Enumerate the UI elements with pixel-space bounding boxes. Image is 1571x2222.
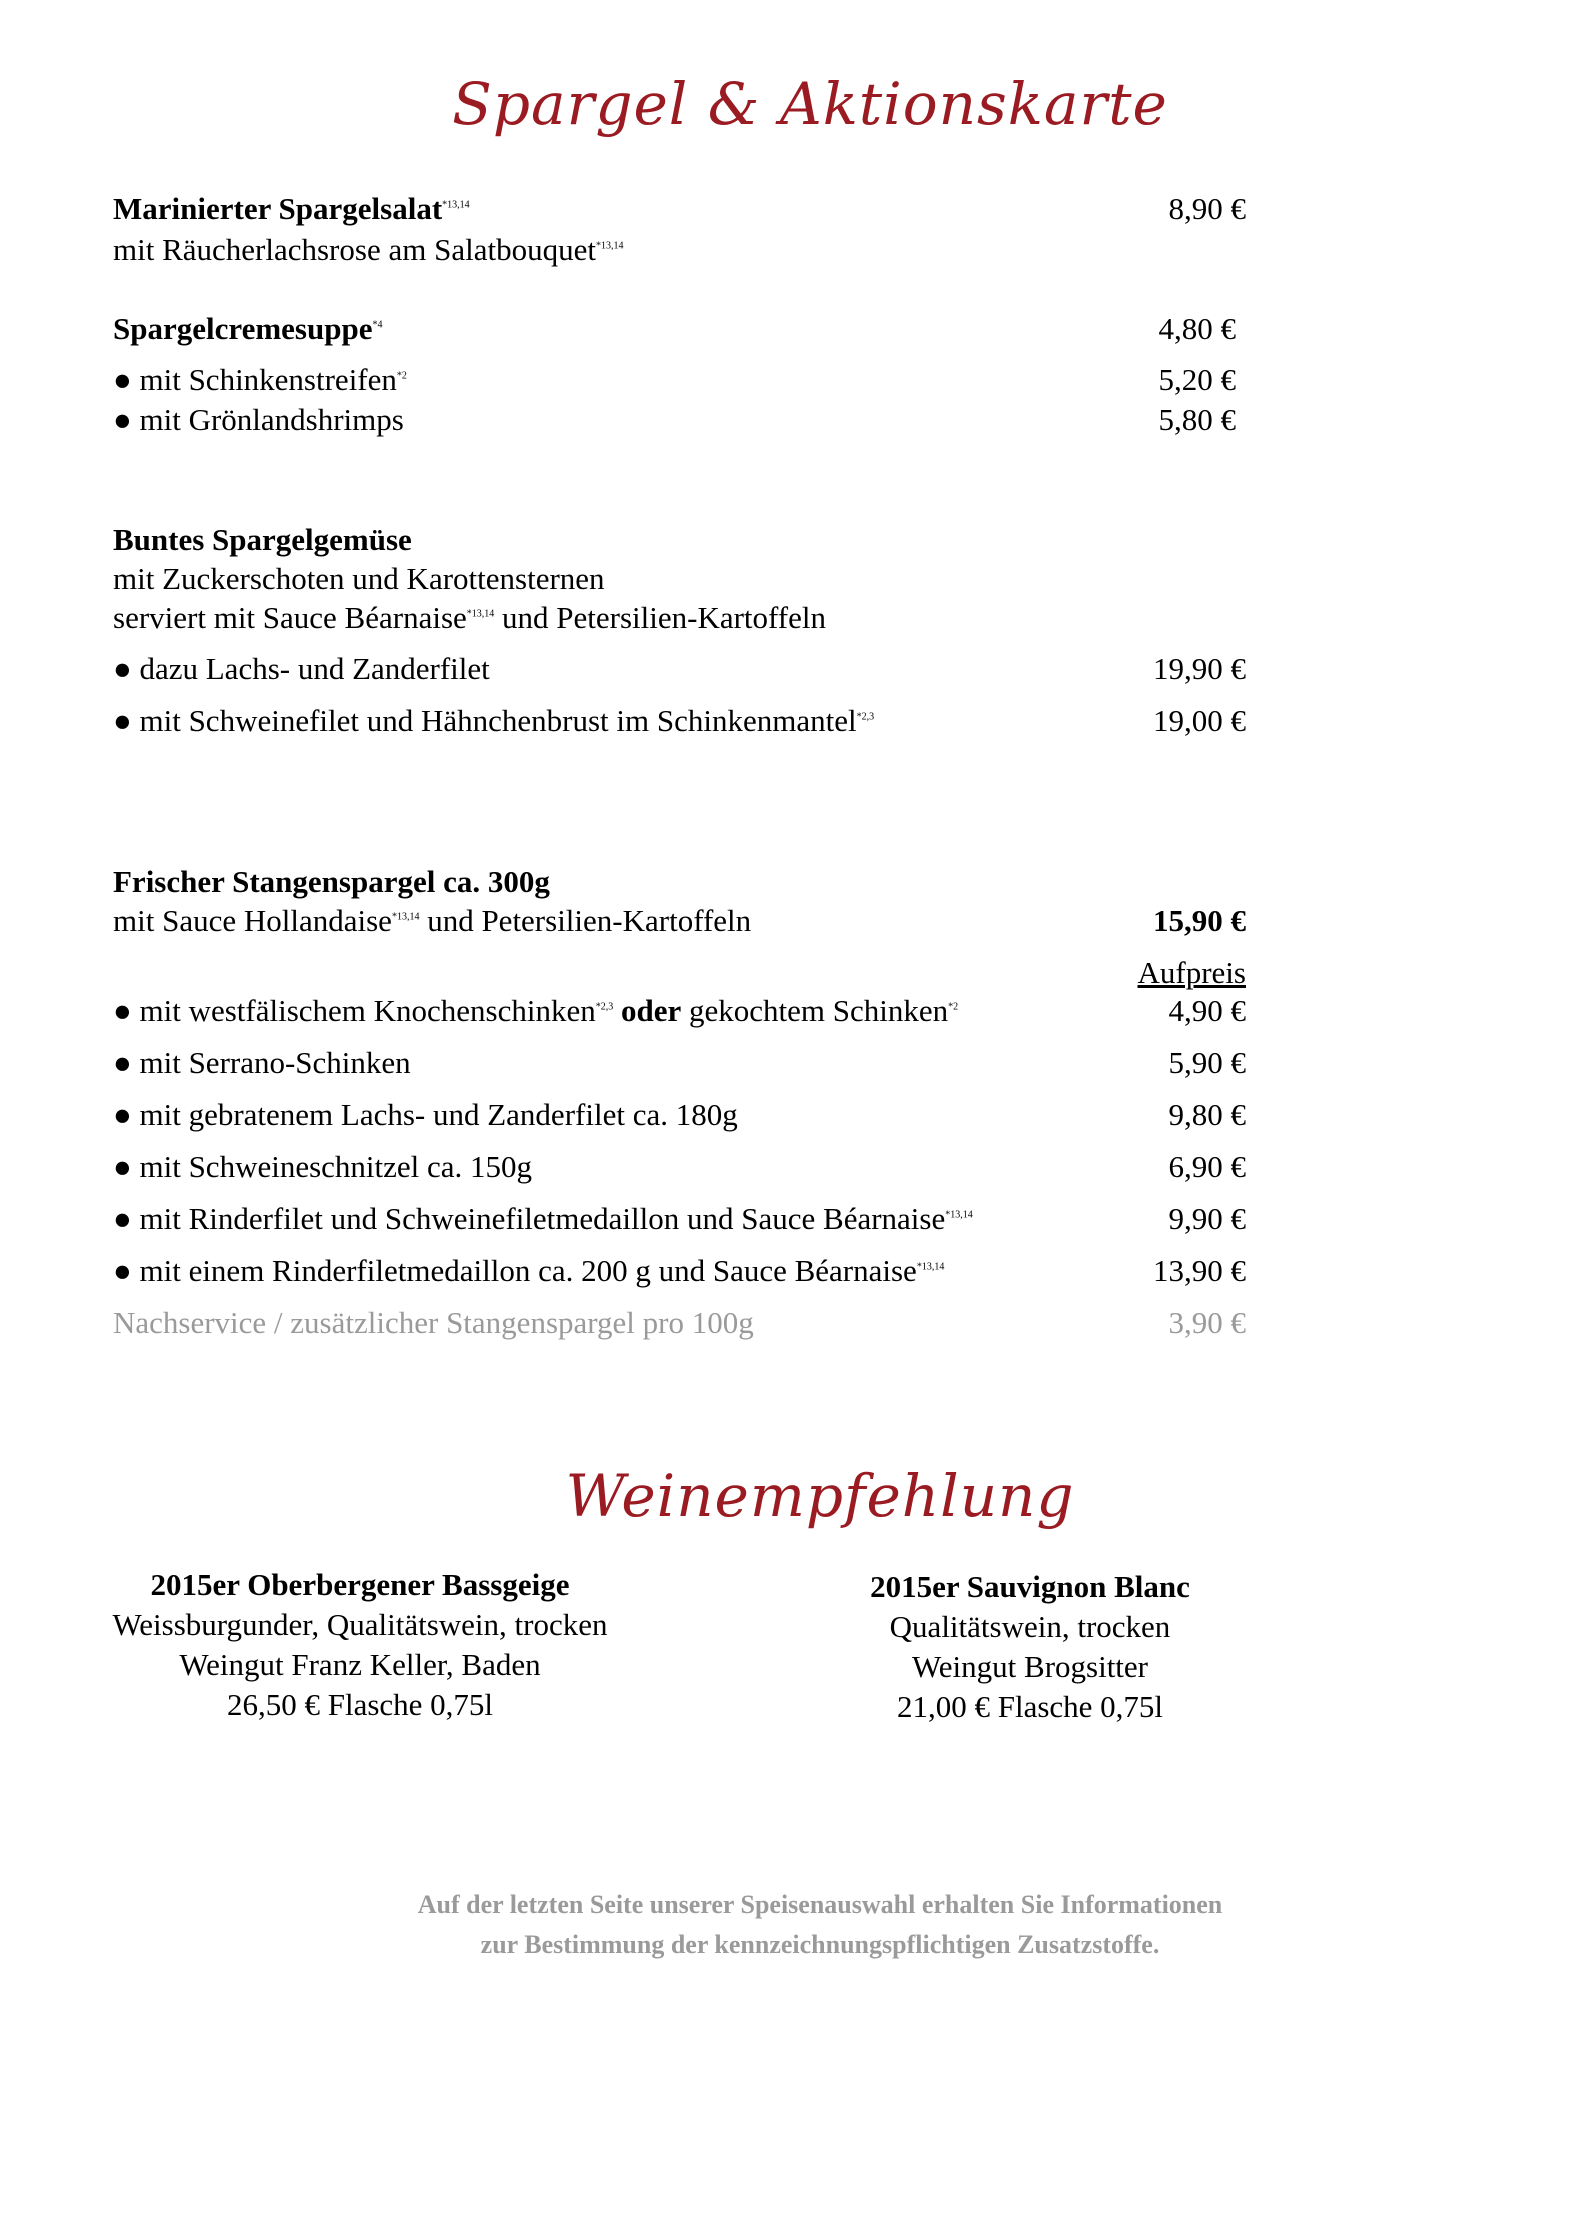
option-price: 19,00 € <box>1153 703 1246 738</box>
surcharge-label: Aufpreis <box>1137 955 1246 990</box>
allergen-marker: *13,14 <box>945 1209 973 1221</box>
allergen-marker: *13,14 <box>442 199 470 211</box>
wine-details: Weissburgunder, Qualitätswein, trocken <box>112 1607 608 1642</box>
menu-item-spargelcremesuppe <box>113 311 382 347</box>
item-description: mit Sauce Hollandaise$^{*13,14}$ und Petersilien-Kartoffeln <box>113 903 752 938</box>
wine-card-2 <box>770 1567 1290 1727</box>
option-price: 5,80 € <box>1158 402 1236 437</box>
menu-item-spargelsalat <box>113 191 470 227</box>
option-row: ● mit westfälischem Knochenschinken$^{*2,3}$ oder gekochtem Schinken$^{*2}$ <box>113 993 959 1028</box>
option-row: ● mit Serrano-Schinken <box>113 1045 411 1080</box>
wine-producer: Weingut Brogsitter <box>912 1649 1148 1684</box>
option-row: ● mit Rinderfilet und Schweinefiletmedaillon und Sauce Béarnaise$^{*13,14}$ <box>113 1201 973 1236</box>
allergen-marker: *4 <box>372 319 383 331</box>
allergen-marker: *2 <box>396 370 407 382</box>
option-row: ● mit einem Rinderfiletmedaillon ca. 200 g und Sauce Béarnaise$^{*13,14}$ <box>113 1253 945 1288</box>
option-row: ● mit Grönlandshrimps <box>113 402 404 437</box>
wine-details: Qualitätswein, trocken <box>889 1609 1171 1644</box>
wine-card-1 <box>40 1565 680 1725</box>
extra-service: Nachservice / zusätzlicher Stangenspargel pro 100g <box>113 1305 754 1340</box>
allergen-marker: *2,3 <box>595 1001 614 1013</box>
item-price: 8,90 € <box>1168 191 1246 226</box>
option-row: ● mit Schweinefilet und Hähnchenbrust im Schinkenmantel$^{*2,3}$ <box>113 703 875 738</box>
item-price: 15,90 € <box>1153 903 1246 938</box>
item-price: 4,80 € <box>1158 311 1236 346</box>
option-row: ● dazu Lachs- und Zanderfilet <box>113 651 490 686</box>
wine-name: 2015er Oberbergener Bassgeige <box>150 1567 570 1602</box>
allergen-marker: *13,14 <box>391 911 420 923</box>
menu-item-spargelgemuese: Buntes Spargelgemüse <box>113 522 412 557</box>
extra-service-price: 3,90 € <box>1168 1305 1246 1340</box>
item-name: Marinierter Spargelsalat <box>113 191 443 226</box>
allergen-marker: *2,3 <box>856 711 875 723</box>
option-price: 5,90 € <box>1168 1045 1246 1080</box>
wine-producer: Weingut Franz Keller, Baden <box>179 1647 541 1682</box>
item-description: mit Räucherlachsrose am Salatbouquet$^{*13,14}$ <box>113 232 624 267</box>
allergen-marker: *2 <box>948 1001 959 1013</box>
item-description: mit Zuckerschoten und Karottensternen <box>113 561 605 596</box>
item-name: Spargelcremesuppe <box>113 311 373 346</box>
allergen-marker: *13,14 <box>466 608 495 620</box>
wine-price: 21,00 € Flasche 0,75l <box>896 1689 1164 1724</box>
wine-price: 26,50 € Flasche 0,75l <box>226 1687 494 1722</box>
allergen-marker: *13,14 <box>916 1261 945 1273</box>
wine-section-title: Weinempfehlung <box>565 1462 1075 1530</box>
option-price: 5,20 € <box>1158 362 1236 397</box>
option-price: 9,80 € <box>1168 1097 1246 1132</box>
option-row: ● mit Schweineschnitzel ca. 150g <box>113 1149 533 1184</box>
page-title: Spargel & Aktionskarte <box>452 70 1168 138</box>
item-description: serviert mit Sauce Béarnaise$^{*13,14}$ und Petersilien-Kartoffeln <box>113 600 827 635</box>
option-price: 6,90 € <box>1168 1149 1246 1184</box>
allergen-marker: *13,14 <box>595 240 624 252</box>
additives-note: Auf der letzten Seite unserer Speisenauswahl erhalten Sie Informationen zur Bestimmung der kennzeichnungspflichtigen Zusatzstoffe. <box>417 1890 1223 1959</box>
option-price: 9,90 € <box>1168 1201 1246 1236</box>
wine-name: 2015er Sauvignon Blanc <box>870 1569 1190 1604</box>
option-row: ● mit Schinkenstreifen$^{*2}$ <box>113 362 407 397</box>
option-price: 4,90 € <box>1168 993 1246 1028</box>
option-price: 13,90 € <box>1153 1253 1246 1288</box>
option-price: 19,90 € <box>1153 651 1246 686</box>
menu-item-stangenspargel: Frischer Stangenspargel ca. 300g <box>113 864 550 899</box>
option-row: ● mit gebratenem Lachs- und Zanderfilet ca. 180g <box>113 1097 738 1132</box>
